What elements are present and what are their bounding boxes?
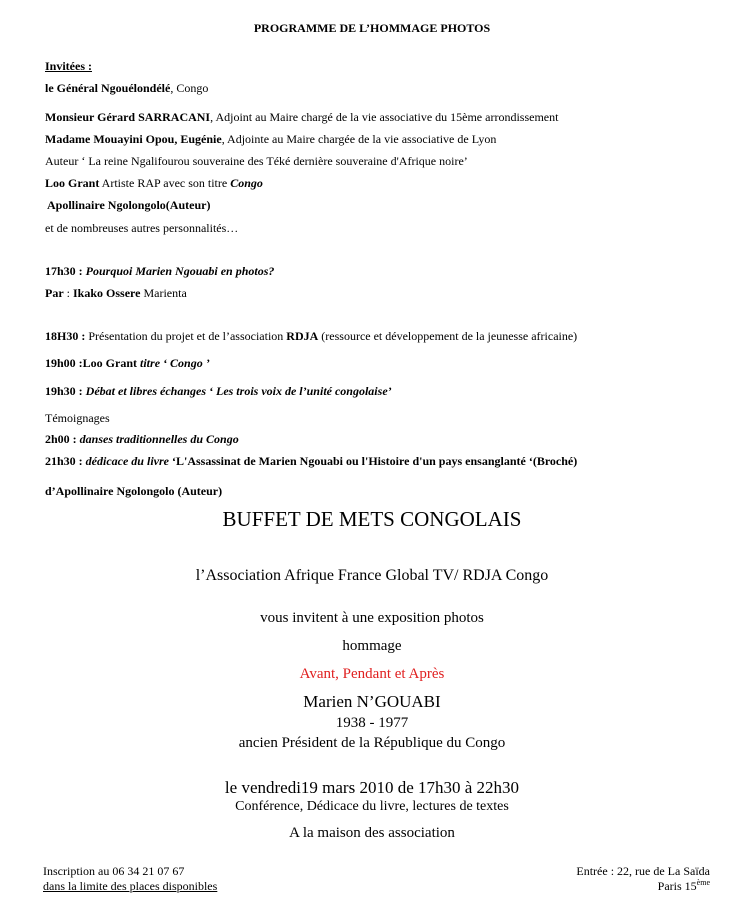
event-date: le vendredi19 mars 2010 de 17h30 à 22h30 xyxy=(224,778,520,797)
city-name: Paris 15 xyxy=(657,879,697,893)
guest-mouayini xyxy=(45,132,496,147)
guests-others: et de nombreuses autres personnalités… xyxy=(45,221,239,235)
schedule-item-dances xyxy=(45,432,239,447)
guest-detail: , Congo xyxy=(170,81,209,95)
schedule-item-1830 xyxy=(45,329,577,344)
honoree-years: 1938 - 1977 xyxy=(335,715,409,731)
honoree-role: ancien Président de la République du Congo xyxy=(238,735,506,751)
schedule-text: titre ‘ Congo ’ xyxy=(140,356,210,370)
periods-label: Avant, Pendant et Après xyxy=(299,666,445,682)
schedule-text: dédicace du livre xyxy=(85,454,169,468)
guest-name: Loo Grant xyxy=(45,176,100,190)
speaker-rest: Marienta xyxy=(140,286,187,300)
org-name: RDJA xyxy=(286,329,319,343)
schedule-text: Présentation du projet et de l’association xyxy=(88,329,287,343)
guest-loo-grant xyxy=(45,176,263,191)
schedule-item-1930 xyxy=(45,384,392,399)
guest-author-line: Auteur ‘ La reine Ngalifourou souveraine des Téké dernière souveraine d'Afrique noire’ xyxy=(45,154,468,168)
schedule-item-1730-by xyxy=(45,286,187,301)
schedule-time: 21h30 : xyxy=(45,454,86,468)
guest-detail: , Adjointe au Maire chargée de la vie associative de Lyon xyxy=(221,132,497,146)
by-sep: : xyxy=(63,286,73,300)
page-title: PROGRAMME DE L’HOMMAGE PHOTOS xyxy=(253,21,491,35)
guests-heading: Invitées : xyxy=(45,59,92,73)
schedule-text: Débat et libres échanges ‘ Les trois voix de l’unité congolaise’ xyxy=(85,384,392,398)
event-activities: Conférence, Dédicace du livre, lectures de textes xyxy=(235,799,509,814)
association-name: l’Association Afrique France Global TV/ RDJA Congo xyxy=(195,567,549,584)
invitation-line: vous invitent à une exposition photos xyxy=(260,610,484,626)
schedule-time: 19h00 :Loo Grant xyxy=(45,356,141,370)
schedule-text: danses traditionnelles du Congo xyxy=(76,432,239,446)
schedule-item-1730 xyxy=(45,264,274,279)
schedule-time: 18H30 : xyxy=(45,329,89,343)
schedule-item-2130-author: d’Apollinaire Ngolongolo (Auteur) xyxy=(45,484,223,498)
guest-detail: Artiste RAP avec son titre xyxy=(99,176,231,190)
guest-name: le Général Ngouélondélé xyxy=(45,81,171,95)
guest-apollinaire: Apollinaire Ngolongolo(Auteur) xyxy=(47,198,211,212)
org-desc: (ressource et développement de la jeunesse africaine) xyxy=(318,329,578,343)
footer-entry: Entrée : 22, rue de La Saïda xyxy=(576,864,710,878)
footer-city xyxy=(658,879,710,894)
event-venue: A la maison des association xyxy=(289,825,455,841)
guest-name: Madame Mouayini Opou, Eugénie xyxy=(45,132,222,146)
book-title: ‘L'Assassinat de Marien Ngouabi ou l'Histoire d'un pays ensanglanté ‘(Broché) xyxy=(168,454,578,468)
guest-general xyxy=(45,81,208,96)
schedule-text: Pourquoi Marien Ngouabi en photos? xyxy=(85,264,275,278)
schedule-item-testimonies: Témoignages xyxy=(45,411,110,425)
schedule-item-2130 xyxy=(45,454,577,469)
footer-limit: dans la limite des places disponibles xyxy=(43,879,218,893)
guest-sarracani xyxy=(45,110,558,125)
guest-detail: , Adjoint au Maire chargé de la vie associative du 15ème arrondissement xyxy=(210,110,559,124)
city-superscript: ème xyxy=(696,878,710,887)
speaker-name: Ikako Ossere xyxy=(73,286,141,300)
schedule-time: 19h30 : xyxy=(45,384,86,398)
schedule-item-1900 xyxy=(45,356,210,371)
hommage-label: hommage xyxy=(342,638,402,654)
song-title: Congo xyxy=(230,176,263,190)
guest-name: Monsieur Gérard SARRACANI xyxy=(45,110,211,124)
by-label: Par xyxy=(45,286,64,300)
buffet-heading: BUFFET DE METS CONGOLAIS xyxy=(222,507,522,531)
schedule-time: 17h30 : xyxy=(45,264,86,278)
schedule-time: 2h00 : xyxy=(45,432,77,446)
honoree-name: Marien N’GOUABI xyxy=(303,692,441,711)
footer-inscription: Inscription au 06 34 21 07 67 xyxy=(43,864,185,878)
